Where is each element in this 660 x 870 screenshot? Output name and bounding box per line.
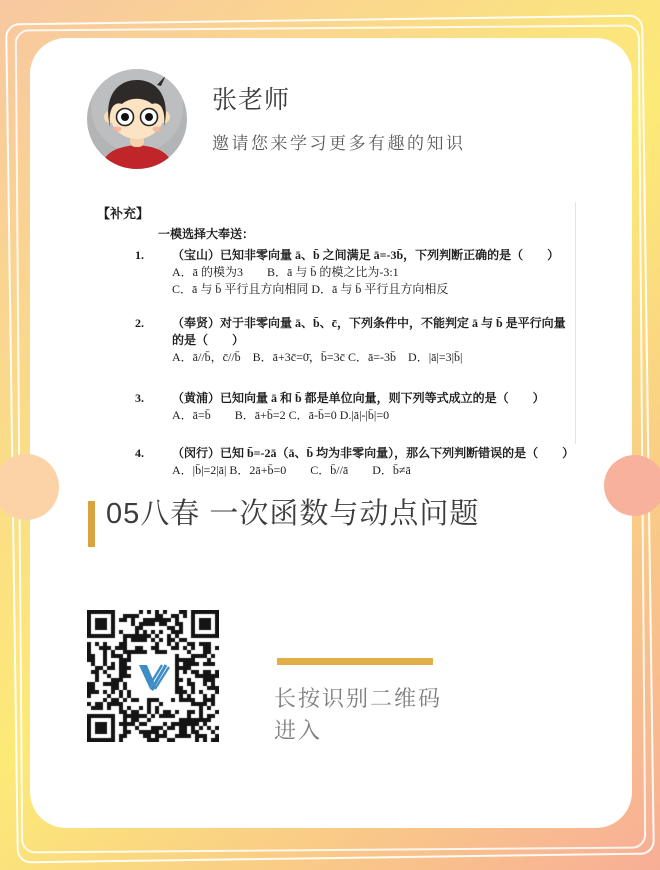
problem-number: 2.: [135, 316, 144, 330]
problem-line: C．ā 与 b̄ 平行且方向相同 D．ā 与 b̄ 平行且方向相反: [172, 282, 449, 296]
problem-line: A．ā 的模为3 B．ā 与 b̄ 的模之比为-3:1: [172, 265, 399, 279]
qr-center-logo: [133, 656, 173, 696]
invite-subtitle: 邀请您来学习更多有趣的知识: [212, 134, 466, 153]
v-logo-icon: [133, 656, 173, 696]
problem-4: [97, 445, 575, 479]
problem-line: A．ā//b̄，c̄//b̄ B．ā+3c̄=0̄，b̄=3c̄ C．ā=-3b̄ D．|ā|=3|b̄|: [172, 350, 463, 364]
problem-2: [97, 315, 575, 366]
qr-code-block[interactable]: [87, 610, 219, 742]
worksheet-intro: 一模选择大奉送：: [158, 227, 255, 241]
problem-line: （闵行）已知 b̄=-2ā（ā、b̄ 均为非零向量），那么下列判断错误的是（ ）: [172, 446, 575, 460]
decor-circle-right: [604, 455, 660, 516]
cta-line-1: 长按识别二维码: [274, 686, 443, 711]
worksheet-snippet: [97, 205, 575, 479]
problem-line: A．ā=b̄ B．ā+b̄=2 C．ā-b̄=0 D.|ā|-|b̄|=0: [172, 408, 390, 422]
problem-line: （黄浦）已知向量 ā 和 b̄ 都是单位向量，则下列等式成立的是（ ）: [172, 391, 545, 405]
supplement-tag: 【补充】: [97, 206, 150, 221]
problem-line: （宝山）已知非零向量 ā、b̄ 之间满足 ā=-3b̄，下列判断正确的是（ ）: [172, 248, 560, 262]
problem-line: （奉贤）对于非零向量 ā、b̄、c̄，下列条件中，不能判定 ā 与 b̄ 是平行向量: [172, 316, 566, 330]
problem-3: [97, 390, 575, 424]
title-accent-bar: [88, 501, 95, 547]
cta-accent-bar: [277, 658, 433, 665]
teacher-avatar: [87, 69, 187, 169]
problem-number: 1.: [135, 248, 144, 262]
problem-number: 3.: [135, 391, 144, 405]
course-title: 05八春 一次函数与动点问题: [106, 498, 480, 530]
cta-line-2: 进入: [274, 718, 323, 743]
problem-number: 4.: [135, 446, 144, 460]
problem-line: A．|b̄|=2|ā| B．2ā+b̄=0 C．b̄//ā D．b̄≠ā: [172, 463, 411, 477]
worksheet-scan-edge: [575, 202, 576, 444]
problem-line: 的是（ ）: [172, 333, 245, 347]
problem-1: [97, 247, 575, 298]
teacher-name: 张老师: [212, 86, 291, 114]
